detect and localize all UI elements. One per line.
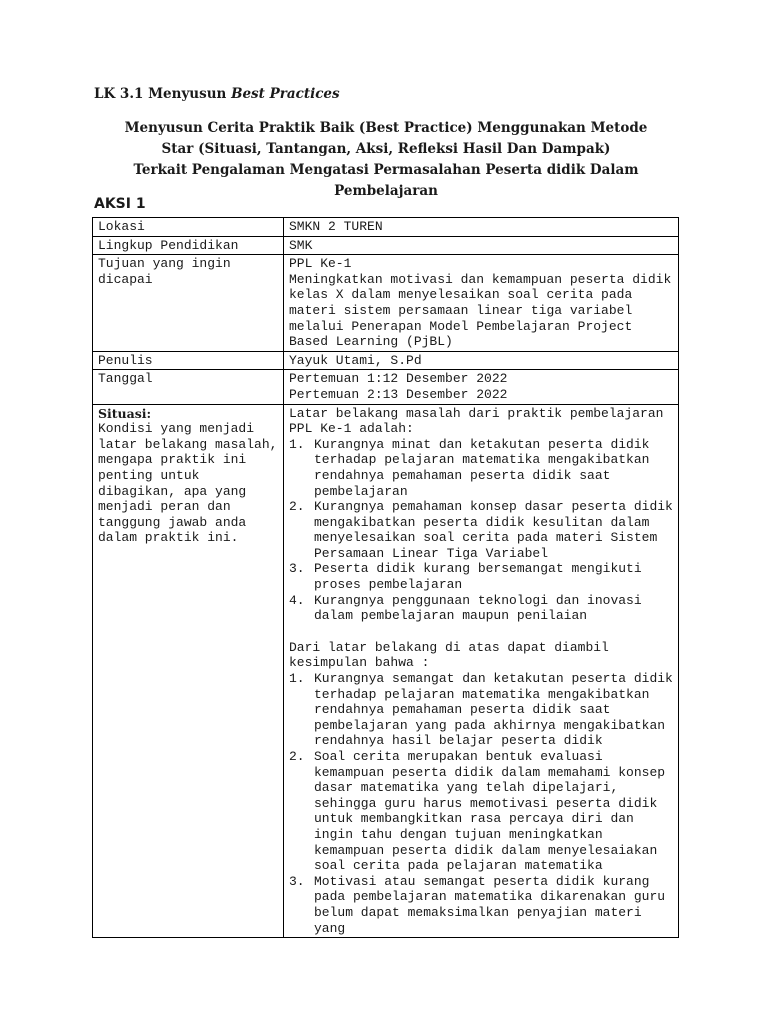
row-value-situasi	[284, 404, 679, 937]
worksheet-heading-italic: Best Practices	[231, 86, 340, 102]
situasi-intro: Latar belakang masalah dari praktik pembelajaran PPL Ke-1 adalah:	[289, 405, 664, 437]
row-value-tujuan	[284, 255, 679, 352]
row-value-lingkup: SMK	[284, 236, 679, 255]
situasi-label: Situasi:	[98, 405, 152, 421]
background-list	[289, 437, 674, 624]
table-row	[93, 236, 679, 255]
tanggal-line2: Pertemuan 2:13 Desember 2022	[289, 386, 508, 402]
tanggal-line1: Pertemuan 1:12 Desember 2022	[289, 371, 508, 387]
situasi-description: Kondisi yang menjadi latar belakang masalah, mengapa praktik ini penting untuk dibagikan, apa yang menjadi peran dan tanggung jawab anda dalam praktik ini.	[98, 421, 278, 546]
best-practice-table	[92, 217, 679, 938]
list-item: 1. Kurangnya semangat dan ketakutan peserta didik terhadap pelajaran matematika mengakibatkan rendahnya pemahaman peserta didik saat pembelajaran yang pada akhirnya mengakibatkan rendahnya hasil belajar peserta didik	[289, 671, 673, 749]
title-line: Star (Situasi, Tantangan, Aksi, Refleksi Hasil Dan Dampak)	[161, 141, 611, 157]
list-item: 1. Kurangnya minat dan ketakutan peserta didik terhadap pelajaran matematika mengakibatkan rendahnya pemahaman peserta didik saat pembelajaran	[289, 436, 650, 499]
list-item: 3. Motivasi atau semangat peserta didik kurang pada pembelajaran matematika dikarenakan guru belum dapat memaksimalkan penyajian materi yang	[289, 873, 666, 936]
situasi-content	[289, 406, 674, 936]
row-label-tujuan: Tujuan yang ingin dicapai	[93, 255, 284, 352]
table-row	[93, 218, 679, 237]
table-row	[93, 370, 679, 404]
list-item: 2. Soal cerita merupakan bentuk evaluasi kemampuan peserta didik dalam memahami konsep dasar matematika yang telah dipelajari, sehingga guru harus memotivasi peserta didik untuk membangkitkan rasa percaya diri dan ingin tahu dengan tujuan meningkatkan kemampuan peserta didik dalam menyelesaiakan soal cerita pada pelajaran matematika	[289, 749, 666, 874]
section-label: AKSI 1	[94, 196, 146, 212]
row-value-tanggal	[284, 370, 679, 404]
row-label-tanggal: Tanggal	[93, 370, 284, 404]
tujuan-line1: PPL Ke-1	[289, 256, 352, 272]
title-line: Pembelajaran	[334, 183, 438, 199]
row-label-lingkup: Lingkup Pendidikan	[93, 236, 284, 255]
tujuan-line2: Meningkatkan motivasi dan kemampuan peserta didik kelas X dalam menyelesaikan soal cerita pada materi sistem persamaan linear tiga variabel melalui Penerapan Model Pembelajaran Project Based Learning (PjBL)	[289, 271, 672, 350]
list-item: 4. Kurangnya penggunaan teknologi dan inovasi dalam pembelajaran maupun penilaian	[289, 592, 642, 624]
row-value-lokasi: SMKN 2 TUREN	[284, 218, 679, 237]
spacer	[289, 624, 674, 640]
row-label-penulis: Penulis	[93, 351, 284, 370]
conclusion-list	[289, 671, 674, 936]
title-line: Menyusun Cerita Praktik Baik (Best Practice) Menggunakan Metode	[124, 120, 648, 136]
worksheet-heading-prefix: LK 3.1 Menyusun	[94, 86, 232, 102]
row-label-lokasi: Lokasi	[93, 218, 284, 237]
worksheet-heading	[94, 86, 340, 102]
table-row	[93, 404, 679, 937]
title-line: Terkait Pengalaman Mengatasi Permasalahan Peserta didik Dalam	[133, 162, 639, 178]
table-row	[93, 255, 679, 352]
row-label-situasi	[93, 404, 284, 937]
conclusion-intro: Dari latar belakang di atas dapat diambil kesimpulan bahwa :	[289, 639, 609, 671]
row-value-penulis: Yayuk Utami, S.Pd	[284, 351, 679, 370]
table-row	[93, 351, 679, 370]
document-title	[92, 118, 680, 202]
list-item: 2. Kurangnya pemahaman konsep dasar peserta didik mengakibatkan peserta didik kesulitan dalam menyelesaikan soal cerita pada materi Sistem Persamaan Linear Tiga Variabel	[289, 499, 673, 561]
list-item: 3. Peserta didik kurang bersemangat mengikuti proses pembelajaran	[289, 561, 642, 593]
